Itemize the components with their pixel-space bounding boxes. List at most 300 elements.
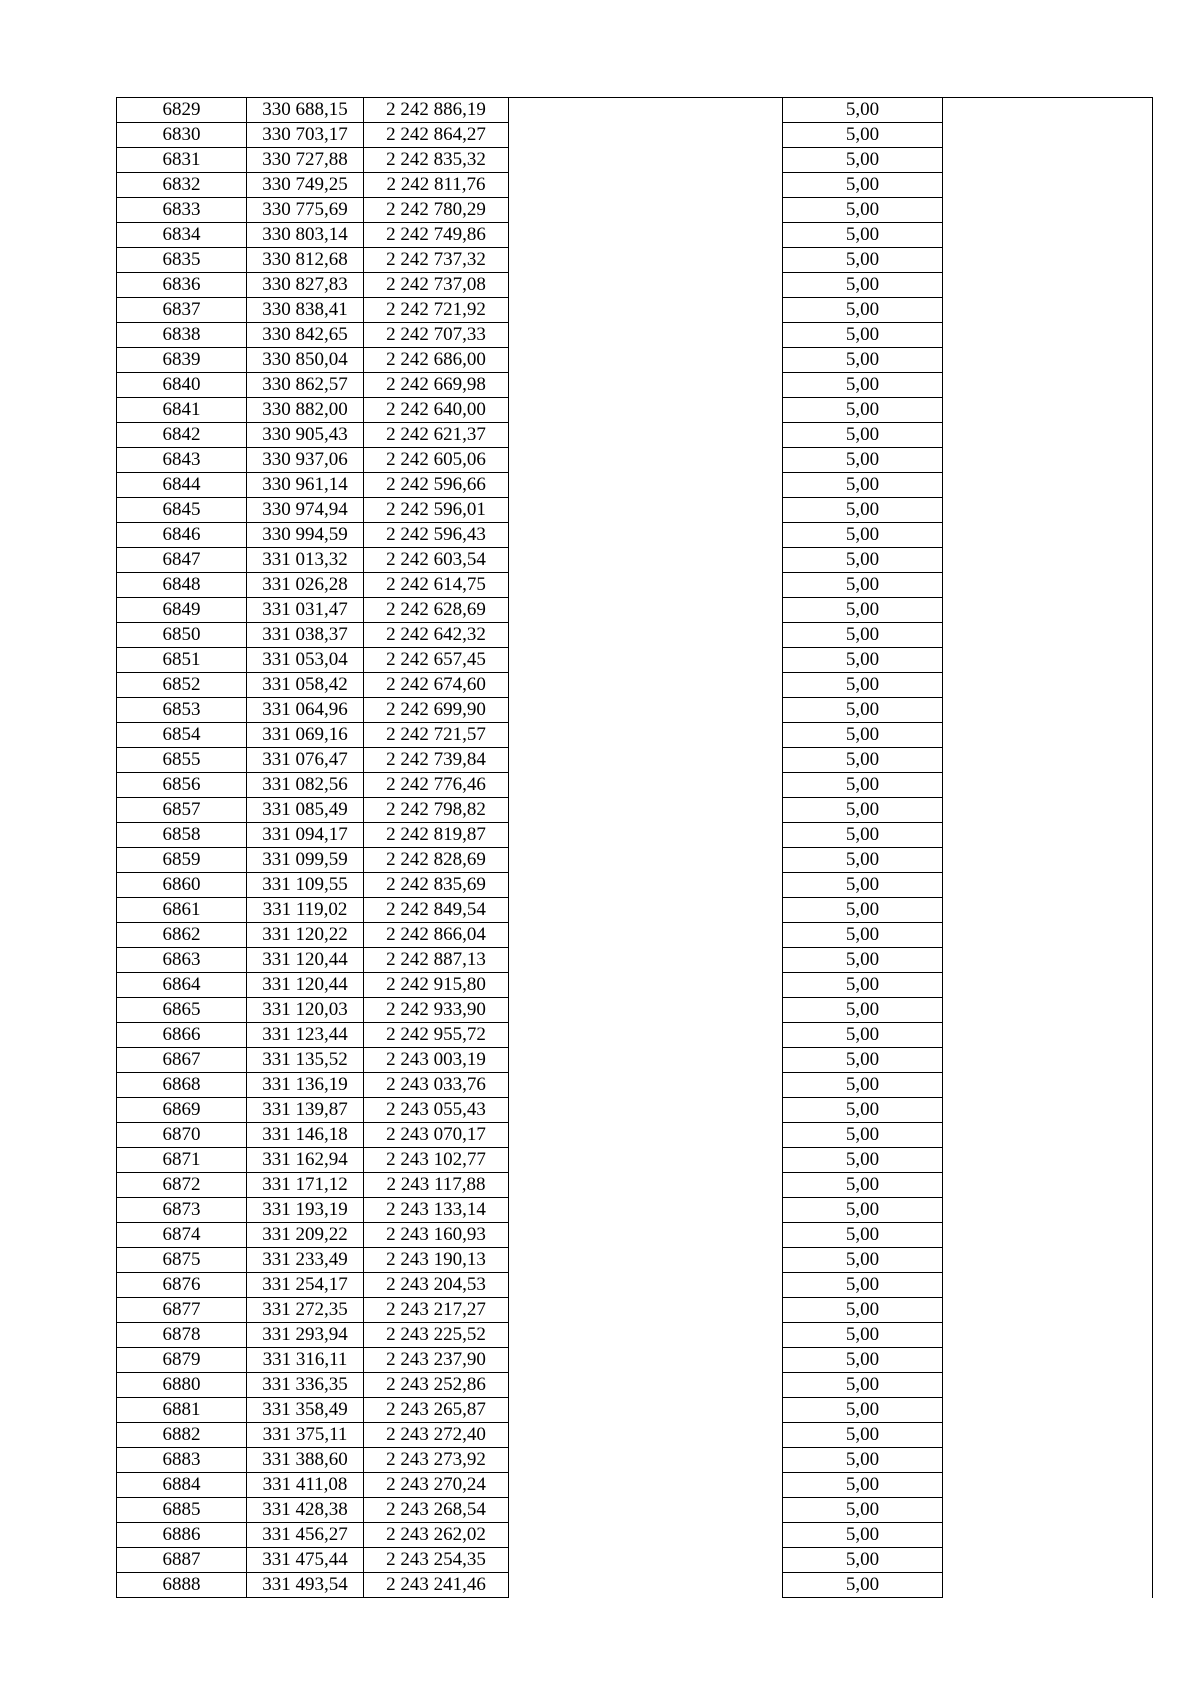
table-row (117, 623, 1153, 648)
table-row (117, 973, 1153, 998)
blank-cell (943, 1198, 1153, 1223)
x-coordinate-cell: 331 139,87 (247, 1098, 364, 1123)
blank-cell (943, 673, 1153, 698)
x-coordinate-cell: 330 882,00 (247, 398, 364, 423)
blank-cell (509, 423, 783, 448)
x-coordinate-cell: 330 961,14 (247, 473, 364, 498)
blank-cell (509, 1523, 783, 1548)
blank-cell (943, 1323, 1153, 1348)
value-cell: 5,00 (783, 773, 943, 798)
y-coordinate-cell: 2 242 596,01 (364, 498, 509, 523)
value-cell: 5,00 (783, 1023, 943, 1048)
y-coordinate-cell: 2 242 849,54 (364, 898, 509, 923)
x-coordinate-cell: 330 905,43 (247, 423, 364, 448)
y-coordinate-cell: 2 242 739,84 (364, 748, 509, 773)
value-cell: 5,00 (783, 798, 943, 823)
y-coordinate-cell: 2 242 798,82 (364, 798, 509, 823)
blank-cell (509, 1048, 783, 1073)
value-cell: 5,00 (783, 1073, 943, 1098)
blank-cell (509, 698, 783, 723)
blank-cell (943, 1373, 1153, 1398)
blank-cell (509, 348, 783, 373)
value-cell: 5,00 (783, 823, 943, 848)
blank-cell (509, 1223, 783, 1248)
blank-cell (943, 1523, 1153, 1548)
x-coordinate-cell: 331 069,16 (247, 723, 364, 748)
blank-cell (943, 248, 1153, 273)
point-number-cell: 6887 (117, 1548, 247, 1573)
point-number-cell: 6848 (117, 573, 247, 598)
blank-cell (509, 1448, 783, 1473)
value-cell: 5,00 (783, 1548, 943, 1573)
x-coordinate-cell: 331 135,52 (247, 1048, 364, 1073)
value-cell: 5,00 (783, 348, 943, 373)
blank-cell (943, 223, 1153, 248)
blank-cell (943, 898, 1153, 923)
point-number-cell: 6859 (117, 848, 247, 873)
blank-cell (943, 1423, 1153, 1448)
y-coordinate-cell: 2 242 866,04 (364, 923, 509, 948)
point-number-cell: 6884 (117, 1473, 247, 1498)
table-row (117, 1173, 1153, 1198)
x-coordinate-cell: 331 475,44 (247, 1548, 364, 1573)
x-coordinate-cell: 331 456,27 (247, 1523, 364, 1548)
x-coordinate-cell: 330 838,41 (247, 298, 364, 323)
blank-cell (509, 373, 783, 398)
point-number-cell: 6855 (117, 748, 247, 773)
blank-cell (943, 1098, 1153, 1123)
value-cell: 5,00 (783, 948, 943, 973)
point-number-cell: 6851 (117, 648, 247, 673)
table-row (117, 1498, 1153, 1523)
y-coordinate-cell: 2 243 160,93 (364, 1223, 509, 1248)
value-cell: 5,00 (783, 1048, 943, 1073)
point-number-cell: 6874 (117, 1223, 247, 1248)
point-number-cell: 6871 (117, 1148, 247, 1173)
point-number-cell: 6882 (117, 1423, 247, 1448)
blank-cell (943, 823, 1153, 848)
table-row (117, 1198, 1153, 1223)
blank-cell (943, 748, 1153, 773)
y-coordinate-cell: 2 242 686,00 (364, 348, 509, 373)
table-row (117, 1323, 1153, 1348)
blank-cell (509, 1348, 783, 1373)
y-coordinate-cell: 2 242 674,60 (364, 673, 509, 698)
blank-cell (943, 798, 1153, 823)
table-row (117, 1448, 1153, 1473)
table-row (117, 823, 1153, 848)
blank-cell (943, 773, 1153, 798)
y-coordinate-cell: 2 242 835,69 (364, 873, 509, 898)
blank-cell (943, 548, 1153, 573)
blank-cell (943, 698, 1153, 723)
blank-cell (943, 573, 1153, 598)
value-cell: 5,00 (783, 1398, 943, 1423)
y-coordinate-cell: 2 242 811,76 (364, 173, 509, 198)
x-coordinate-cell: 331 272,35 (247, 1298, 364, 1323)
blank-cell (943, 98, 1153, 123)
coordinates-table (116, 97, 1153, 1598)
value-cell: 5,00 (783, 198, 943, 223)
point-number-cell: 6860 (117, 873, 247, 898)
x-coordinate-cell: 331 209,22 (247, 1223, 364, 1248)
point-number-cell: 6841 (117, 398, 247, 423)
point-number-cell: 6830 (117, 123, 247, 148)
x-coordinate-cell: 331 146,18 (247, 1123, 364, 1148)
y-coordinate-cell: 2 242 621,37 (364, 423, 509, 448)
x-coordinate-cell: 330 749,25 (247, 173, 364, 198)
point-number-cell: 6862 (117, 923, 247, 948)
table-row (117, 1023, 1153, 1048)
x-coordinate-cell: 331 031,47 (247, 598, 364, 623)
point-number-cell: 6839 (117, 348, 247, 373)
x-coordinate-cell: 331 119,02 (247, 898, 364, 923)
point-number-cell: 6883 (117, 1448, 247, 1473)
value-cell: 5,00 (783, 1473, 943, 1498)
blank-cell (509, 1498, 783, 1523)
blank-cell (943, 1348, 1153, 1373)
x-coordinate-cell: 331 193,19 (247, 1198, 364, 1223)
y-coordinate-cell: 2 242 596,43 (364, 523, 509, 548)
y-coordinate-cell: 2 243 190,13 (364, 1248, 509, 1273)
point-number-cell: 6832 (117, 173, 247, 198)
y-coordinate-cell: 2 243 262,02 (364, 1523, 509, 1548)
table-row (117, 373, 1153, 398)
table-row (117, 173, 1153, 198)
y-coordinate-cell: 2 242 603,54 (364, 548, 509, 573)
x-coordinate-cell: 331 120,44 (247, 973, 364, 998)
y-coordinate-cell: 2 242 776,46 (364, 773, 509, 798)
blank-cell (509, 798, 783, 823)
table-row (117, 848, 1153, 873)
blank-cell (943, 1273, 1153, 1298)
blank-cell (509, 1298, 783, 1323)
table-row (117, 873, 1153, 898)
blank-cell (509, 1398, 783, 1423)
x-coordinate-cell: 331 082,56 (247, 773, 364, 798)
y-coordinate-cell: 2 242 819,87 (364, 823, 509, 848)
value-cell: 5,00 (783, 398, 943, 423)
value-cell: 5,00 (783, 1173, 943, 1198)
table-row (117, 498, 1153, 523)
value-cell: 5,00 (783, 973, 943, 998)
point-number-cell: 6829 (117, 98, 247, 123)
blank-cell (509, 998, 783, 1023)
blank-cell (943, 1548, 1153, 1573)
table-row (117, 1473, 1153, 1498)
blank-cell (943, 323, 1153, 348)
point-number-cell: 6844 (117, 473, 247, 498)
table-row (117, 798, 1153, 823)
y-coordinate-cell: 2 242 749,86 (364, 223, 509, 248)
point-number-cell: 6836 (117, 273, 247, 298)
blank-cell (943, 598, 1153, 623)
value-cell: 5,00 (783, 1198, 943, 1223)
y-coordinate-cell: 2 242 699,90 (364, 698, 509, 723)
blank-cell (943, 923, 1153, 948)
y-coordinate-cell: 2 242 721,92 (364, 298, 509, 323)
point-number-cell: 6846 (117, 523, 247, 548)
blank-cell (509, 898, 783, 923)
x-coordinate-cell: 331 013,32 (247, 548, 364, 573)
point-number-cell: 6867 (117, 1048, 247, 1073)
blank-cell (509, 198, 783, 223)
y-coordinate-cell: 2 242 605,06 (364, 448, 509, 473)
table-row (117, 248, 1153, 273)
y-coordinate-cell: 2 243 254,35 (364, 1548, 509, 1573)
blank-cell (943, 498, 1153, 523)
y-coordinate-cell: 2 242 657,45 (364, 648, 509, 673)
x-coordinate-cell: 331 254,17 (247, 1273, 364, 1298)
blank-cell (509, 1023, 783, 1048)
point-number-cell: 6880 (117, 1373, 247, 1398)
point-number-cell: 6861 (117, 898, 247, 923)
blank-cell (509, 623, 783, 648)
point-number-cell: 6881 (117, 1398, 247, 1423)
blank-cell (509, 173, 783, 198)
x-coordinate-cell: 331 136,19 (247, 1073, 364, 1098)
y-coordinate-cell: 2 243 133,14 (364, 1198, 509, 1223)
point-number-cell: 6852 (117, 673, 247, 698)
table-row (117, 273, 1153, 298)
blank-cell (943, 148, 1153, 173)
value-cell: 5,00 (783, 1523, 943, 1548)
y-coordinate-cell: 2 242 721,57 (364, 723, 509, 748)
table-row (117, 523, 1153, 548)
blank-cell (943, 1123, 1153, 1148)
table-row (117, 548, 1153, 573)
x-coordinate-cell: 330 827,83 (247, 273, 364, 298)
table-row (117, 748, 1153, 773)
value-cell: 5,00 (783, 273, 943, 298)
blank-cell (943, 373, 1153, 398)
blank-cell (943, 1473, 1153, 1498)
x-coordinate-cell: 331 120,22 (247, 923, 364, 948)
blank-cell (509, 498, 783, 523)
blank-cell (509, 723, 783, 748)
y-coordinate-cell: 2 243 117,88 (364, 1173, 509, 1198)
value-cell: 5,00 (783, 1423, 943, 1448)
point-number-cell: 6856 (117, 773, 247, 798)
y-coordinate-cell: 2 242 886,19 (364, 98, 509, 123)
point-number-cell: 6850 (117, 623, 247, 648)
x-coordinate-cell: 330 937,06 (247, 448, 364, 473)
value-cell: 5,00 (783, 448, 943, 473)
point-number-cell: 6863 (117, 948, 247, 973)
blank-cell (509, 648, 783, 673)
value-cell: 5,00 (783, 723, 943, 748)
value-cell: 5,00 (783, 123, 943, 148)
point-number-cell: 6849 (117, 598, 247, 623)
y-coordinate-cell: 2 243 265,87 (364, 1398, 509, 1423)
x-coordinate-cell: 330 842,65 (247, 323, 364, 348)
blank-cell (943, 398, 1153, 423)
value-cell: 5,00 (783, 148, 943, 173)
table-row (117, 1523, 1153, 1548)
x-coordinate-cell: 331 233,49 (247, 1248, 364, 1273)
blank-cell (509, 1173, 783, 1198)
blank-cell (943, 173, 1153, 198)
blank-cell (509, 548, 783, 573)
blank-cell (509, 1273, 783, 1298)
value-cell: 5,00 (783, 248, 943, 273)
table-row (117, 448, 1153, 473)
y-coordinate-cell: 2 242 596,66 (364, 473, 509, 498)
table-row (117, 773, 1153, 798)
coordinates-table-body (117, 98, 1153, 1598)
value-cell: 5,00 (783, 698, 943, 723)
x-coordinate-cell: 330 862,57 (247, 373, 364, 398)
y-coordinate-cell: 2 243 055,43 (364, 1098, 509, 1123)
y-coordinate-cell: 2 243 225,52 (364, 1323, 509, 1348)
blank-cell (943, 448, 1153, 473)
value-cell: 5,00 (783, 498, 943, 523)
blank-cell (943, 523, 1153, 548)
point-number-cell: 6870 (117, 1123, 247, 1148)
table-row (117, 1048, 1153, 1073)
x-coordinate-cell: 330 994,59 (247, 523, 364, 548)
blank-cell (943, 348, 1153, 373)
point-number-cell: 6876 (117, 1273, 247, 1298)
point-number-cell: 6833 (117, 198, 247, 223)
value-cell: 5,00 (783, 223, 943, 248)
y-coordinate-cell: 2 242 737,32 (364, 248, 509, 273)
table-row (117, 598, 1153, 623)
y-coordinate-cell: 2 242 614,75 (364, 573, 509, 598)
blank-cell (943, 298, 1153, 323)
point-number-cell: 6864 (117, 973, 247, 998)
y-coordinate-cell: 2 242 669,98 (364, 373, 509, 398)
point-number-cell: 6878 (117, 1323, 247, 1348)
blank-cell (509, 223, 783, 248)
point-number-cell: 6842 (117, 423, 247, 448)
value-cell: 5,00 (783, 598, 943, 623)
x-coordinate-cell: 331 058,42 (247, 673, 364, 698)
x-coordinate-cell: 331 094,17 (247, 823, 364, 848)
blank-cell (509, 1473, 783, 1498)
table-row (117, 998, 1153, 1023)
y-coordinate-cell: 2 242 933,90 (364, 998, 509, 1023)
value-cell: 5,00 (783, 1373, 943, 1398)
x-coordinate-cell: 330 727,88 (247, 148, 364, 173)
y-coordinate-cell: 2 242 640,00 (364, 398, 509, 423)
x-coordinate-cell: 330 974,94 (247, 498, 364, 523)
blank-cell (509, 1248, 783, 1273)
blank-cell (943, 198, 1153, 223)
table-row (117, 1098, 1153, 1123)
blank-cell (943, 1448, 1153, 1473)
table-row (117, 1073, 1153, 1098)
x-coordinate-cell: 331 293,94 (247, 1323, 364, 1348)
blank-cell (509, 773, 783, 798)
y-coordinate-cell: 2 243 003,19 (364, 1048, 509, 1073)
blank-cell (509, 948, 783, 973)
y-coordinate-cell: 2 243 268,54 (364, 1498, 509, 1523)
point-number-cell: 6838 (117, 323, 247, 348)
value-cell: 5,00 (783, 1248, 943, 1273)
value-cell: 5,00 (783, 548, 943, 573)
value-cell: 5,00 (783, 1148, 943, 1173)
y-coordinate-cell: 2 243 270,24 (364, 1473, 509, 1498)
blank-cell (943, 848, 1153, 873)
value-cell: 5,00 (783, 373, 943, 398)
point-number-cell: 6886 (117, 1523, 247, 1548)
x-coordinate-cell: 331 064,96 (247, 698, 364, 723)
x-coordinate-cell: 331 120,03 (247, 998, 364, 1023)
blank-cell (509, 748, 783, 773)
point-number-cell: 6872 (117, 1173, 247, 1198)
blank-cell (943, 473, 1153, 498)
x-coordinate-cell: 330 688,15 (247, 98, 364, 123)
blank-cell (509, 473, 783, 498)
y-coordinate-cell: 2 243 252,86 (364, 1373, 509, 1398)
x-coordinate-cell: 331 109,55 (247, 873, 364, 898)
blank-cell (509, 98, 783, 123)
point-number-cell: 6831 (117, 148, 247, 173)
y-coordinate-cell: 2 243 272,40 (364, 1423, 509, 1448)
blank-cell (509, 598, 783, 623)
table-row (117, 723, 1153, 748)
point-number-cell: 6866 (117, 1023, 247, 1048)
x-coordinate-cell: 331 038,37 (247, 623, 364, 648)
y-coordinate-cell: 2 242 864,27 (364, 123, 509, 148)
blank-cell (509, 248, 783, 273)
blank-cell (509, 1123, 783, 1148)
y-coordinate-cell: 2 242 642,32 (364, 623, 509, 648)
value-cell: 5,00 (783, 423, 943, 448)
x-coordinate-cell: 331 123,44 (247, 1023, 364, 1048)
x-coordinate-cell: 330 775,69 (247, 198, 364, 223)
blank-cell (509, 1423, 783, 1448)
x-coordinate-cell: 331 388,60 (247, 1448, 364, 1473)
table-row (117, 1248, 1153, 1273)
value-cell: 5,00 (783, 648, 943, 673)
value-cell: 5,00 (783, 1348, 943, 1373)
point-number-cell: 6858 (117, 823, 247, 848)
point-number-cell: 6885 (117, 1498, 247, 1523)
blank-cell (509, 873, 783, 898)
blank-cell (943, 1048, 1153, 1073)
value-cell: 5,00 (783, 523, 943, 548)
y-coordinate-cell: 2 242 707,33 (364, 323, 509, 348)
blank-cell (509, 1373, 783, 1398)
blank-cell (943, 1248, 1153, 1273)
table-row (117, 573, 1153, 598)
blank-cell (509, 398, 783, 423)
blank-cell (943, 648, 1153, 673)
table-row (117, 1373, 1153, 1398)
value-cell: 5,00 (783, 1498, 943, 1523)
blank-cell (943, 998, 1153, 1023)
blank-cell (509, 923, 783, 948)
blank-cell (509, 1198, 783, 1223)
y-coordinate-cell: 2 242 887,13 (364, 948, 509, 973)
value-cell: 5,00 (783, 1298, 943, 1323)
value-cell: 5,00 (783, 1273, 943, 1298)
table-row (117, 348, 1153, 373)
blank-cell (943, 1298, 1153, 1323)
value-cell: 5,00 (783, 1448, 943, 1473)
point-number-cell: 6888 (117, 1573, 247, 1598)
point-number-cell: 6879 (117, 1348, 247, 1373)
value-cell: 5,00 (783, 323, 943, 348)
x-coordinate-cell: 331 316,11 (247, 1348, 364, 1373)
x-coordinate-cell: 331 099,59 (247, 848, 364, 873)
y-coordinate-cell: 2 243 237,90 (364, 1348, 509, 1373)
blank-cell (509, 1098, 783, 1123)
blank-cell (943, 948, 1153, 973)
y-coordinate-cell: 2 243 102,77 (364, 1148, 509, 1173)
